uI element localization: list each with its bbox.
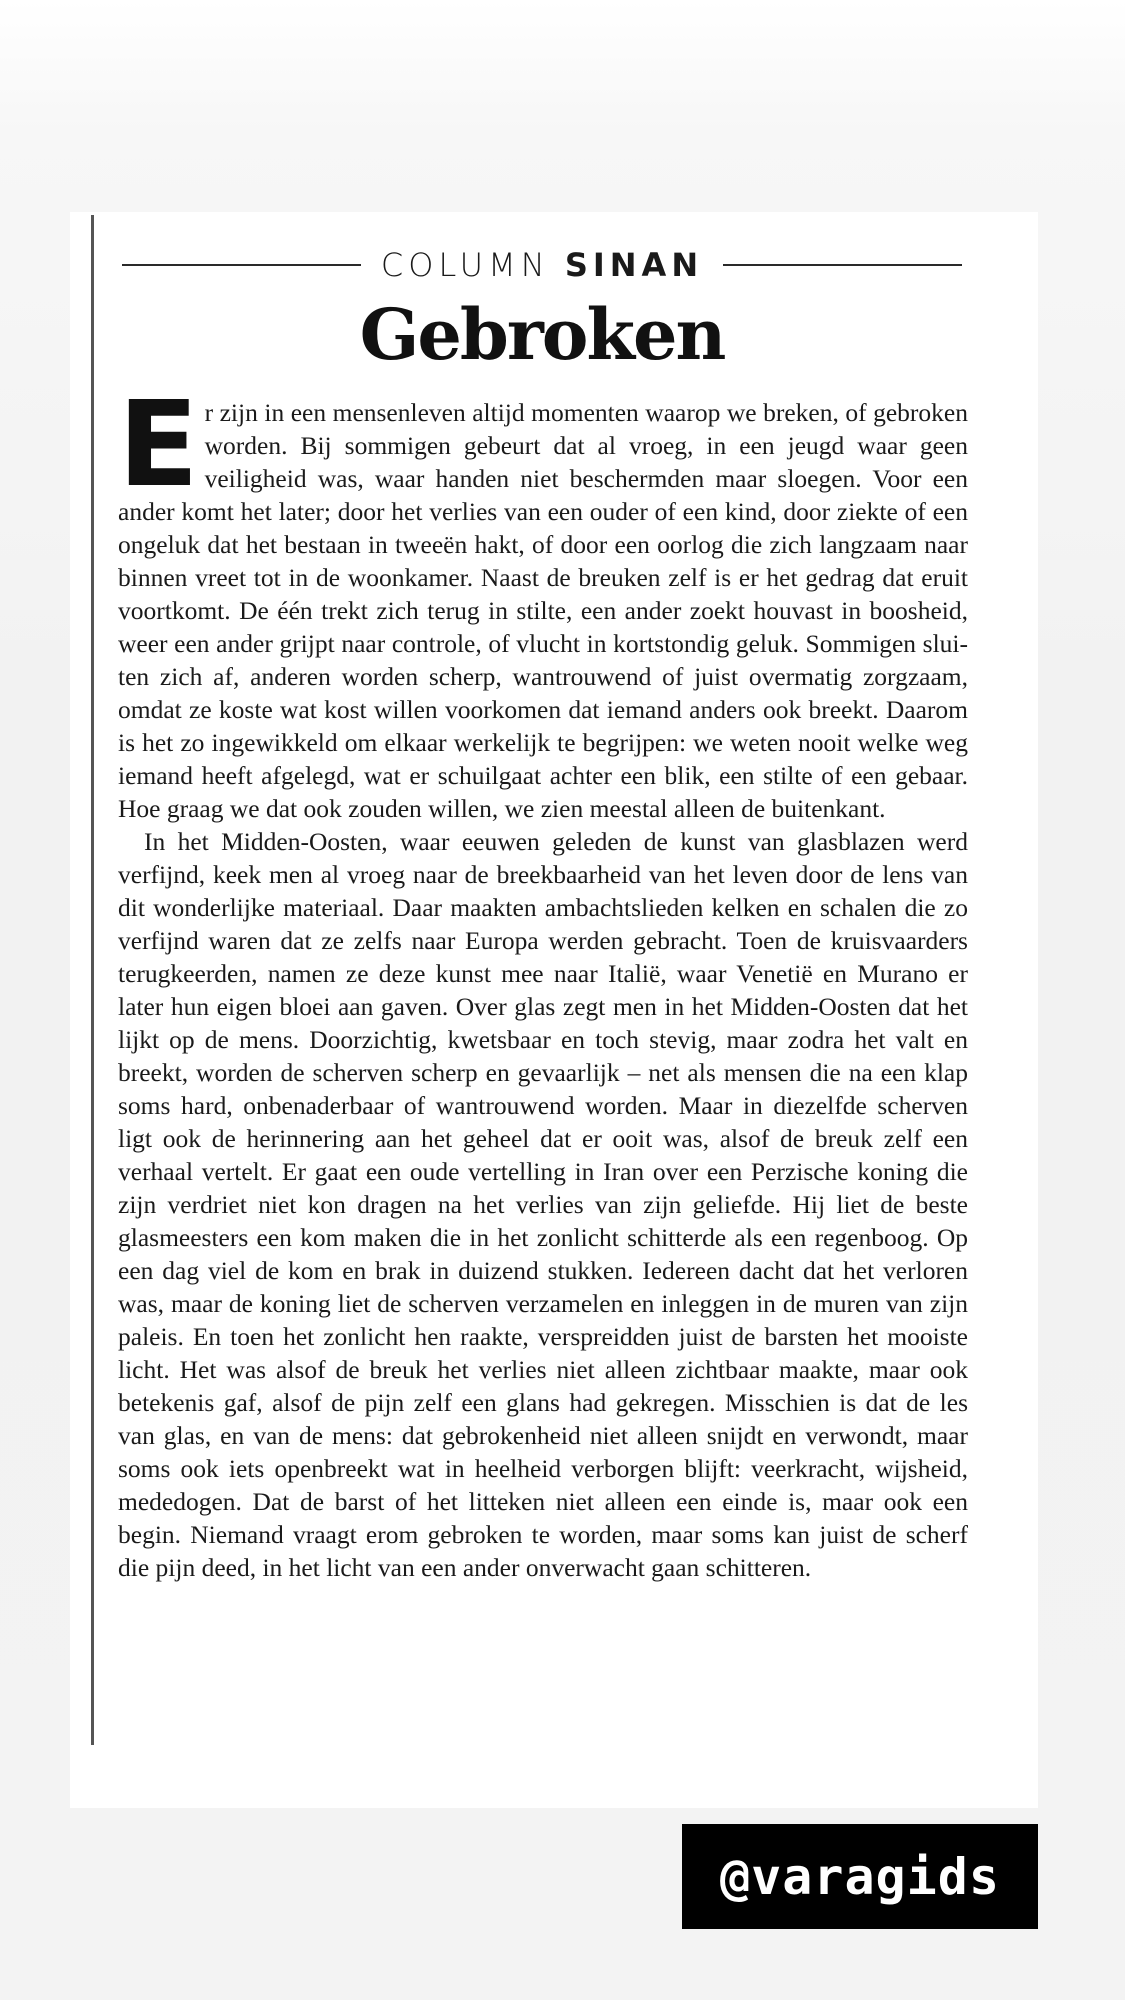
- column-label: [361, 246, 723, 284]
- column-author-name: SINAN: [564, 246, 704, 284]
- header-rule-right: [723, 264, 962, 266]
- header-rule-left: [122, 264, 361, 266]
- article-title: Gebroken: [359, 293, 725, 376]
- column-label-prefix: COLUMN: [380, 246, 550, 284]
- social-handle-badge: @varagids: [682, 1824, 1038, 1929]
- article-body: [118, 375, 968, 1584]
- article-paragraph-2: In het Midden-Oosten, waar eeuwen geleden de kunst van glasblazen werd verfijnd, keek men al vroeg naar de breekbaarheid van het leven door de lens van dit wonderlijke materiaal. Daar maakten ambachtslieden kelken en schalen die zo verfijnd waren dat ze zelfs naar Europa werden gebracht. Toen de kruisvaarders terugkeerden, namen ze deze kunst mee naar Italië, waar Venetië en Murano er later hun eigen bloei aan gaven. Over glas zegt men in het Midden-Oosten dat het lijkt op de mens. Doorzichtig, kwetsbaar en toch stevig, maar zodra het valt en breekt, worden de scherven scherp en gevaarlijk – net als mensen die na een klap soms hard, onbenaderbaar of wantrouwend worden. Maar in diezelfde scherven ligt ook de herinnering aan het geheel dat er ooit was, alsof de breuk zelf een verhaal vertelt. Er gaat een oude vertelling in Iran over een Perzische koning die zijn verdriet niet kon dragen na het verlies van zijn geliefde. Hij liet de beste glasmeesters een kom maken die in het zonlicht schitterde als een regenboog. Op een dag viel de kom en brak in duizend stukken. Iedereen dacht dat het verloren was, maar de koning liet de scherven verzamelen en inleggen in de muren van zijn paleis. En toen het zonlicht hen raakte, verspreidden juist de barsten het mooiste licht. Het was alsof de breuk het verlies niet alleen zichtbaar maakte, maar ook betekenis gaf, alsof de pijn zelf een glans had gekregen. Misschien is dat de les van glas, en van de mens: dat gebrokenheid niet alleen snijdt en verwondt, maar soms ook iets openbreekt wat in heelheid verborgen blijft: veerkracht, wijsheid, mededogen. Dat de barst of het litteken niet alleen een einde is, maar ook een begin. Niemand vraagt erom gebroken te worden, maar soms kan juist de scherf die pijn deed, in het licht van een ander onverwacht gaan schitteren.: [118, 827, 968, 1582]
- magazine-page: [70, 212, 1038, 1808]
- article-paragraph-1: Er zijn in een mensenleven altijd momenten waarop we breken, of gebroken worden. Bij sommigen gebeurt dat al vroeg, in een jeugd waar geen veiligheid was, waar handen niet beschermden maar sloegen. Voor een ander komt het later; door het verlies van een ouder of een kind, door ziekte of een ongeluk dat het bestaan in tweeën hakt, of door een oorlog die zich langzaam naar binnen vreet tot in de woonkamer. Naast de breuken zelf is er het gedrag dat eruit voortkomt. De één trekt zich terug in stilte, een ander zoekt houvast in boosheid, weer een ander grijpt naar controle, of vlucht in kortstondig geluk. Sommigen sluiten zich af, anderen worden scherp, wantrouwend of juist overmatig zorgzaam, omdat ze koste wat kost willen voorkomen dat iemand anders ook breekt. Daarom is het zo ingewikkeld om elkaar werkelijk te begrijpen: we weten nooit welke weg iemand heeft afgelegd, wat er schuilgaat achter een blik, een stilte of een gebaar. Hoe graag we dat ook zouden willen, we zien meestal alleen de buitenkant.: [118, 375, 968, 823]
- column-header: [122, 245, 962, 285]
- column-divider-rule: [91, 215, 94, 1745]
